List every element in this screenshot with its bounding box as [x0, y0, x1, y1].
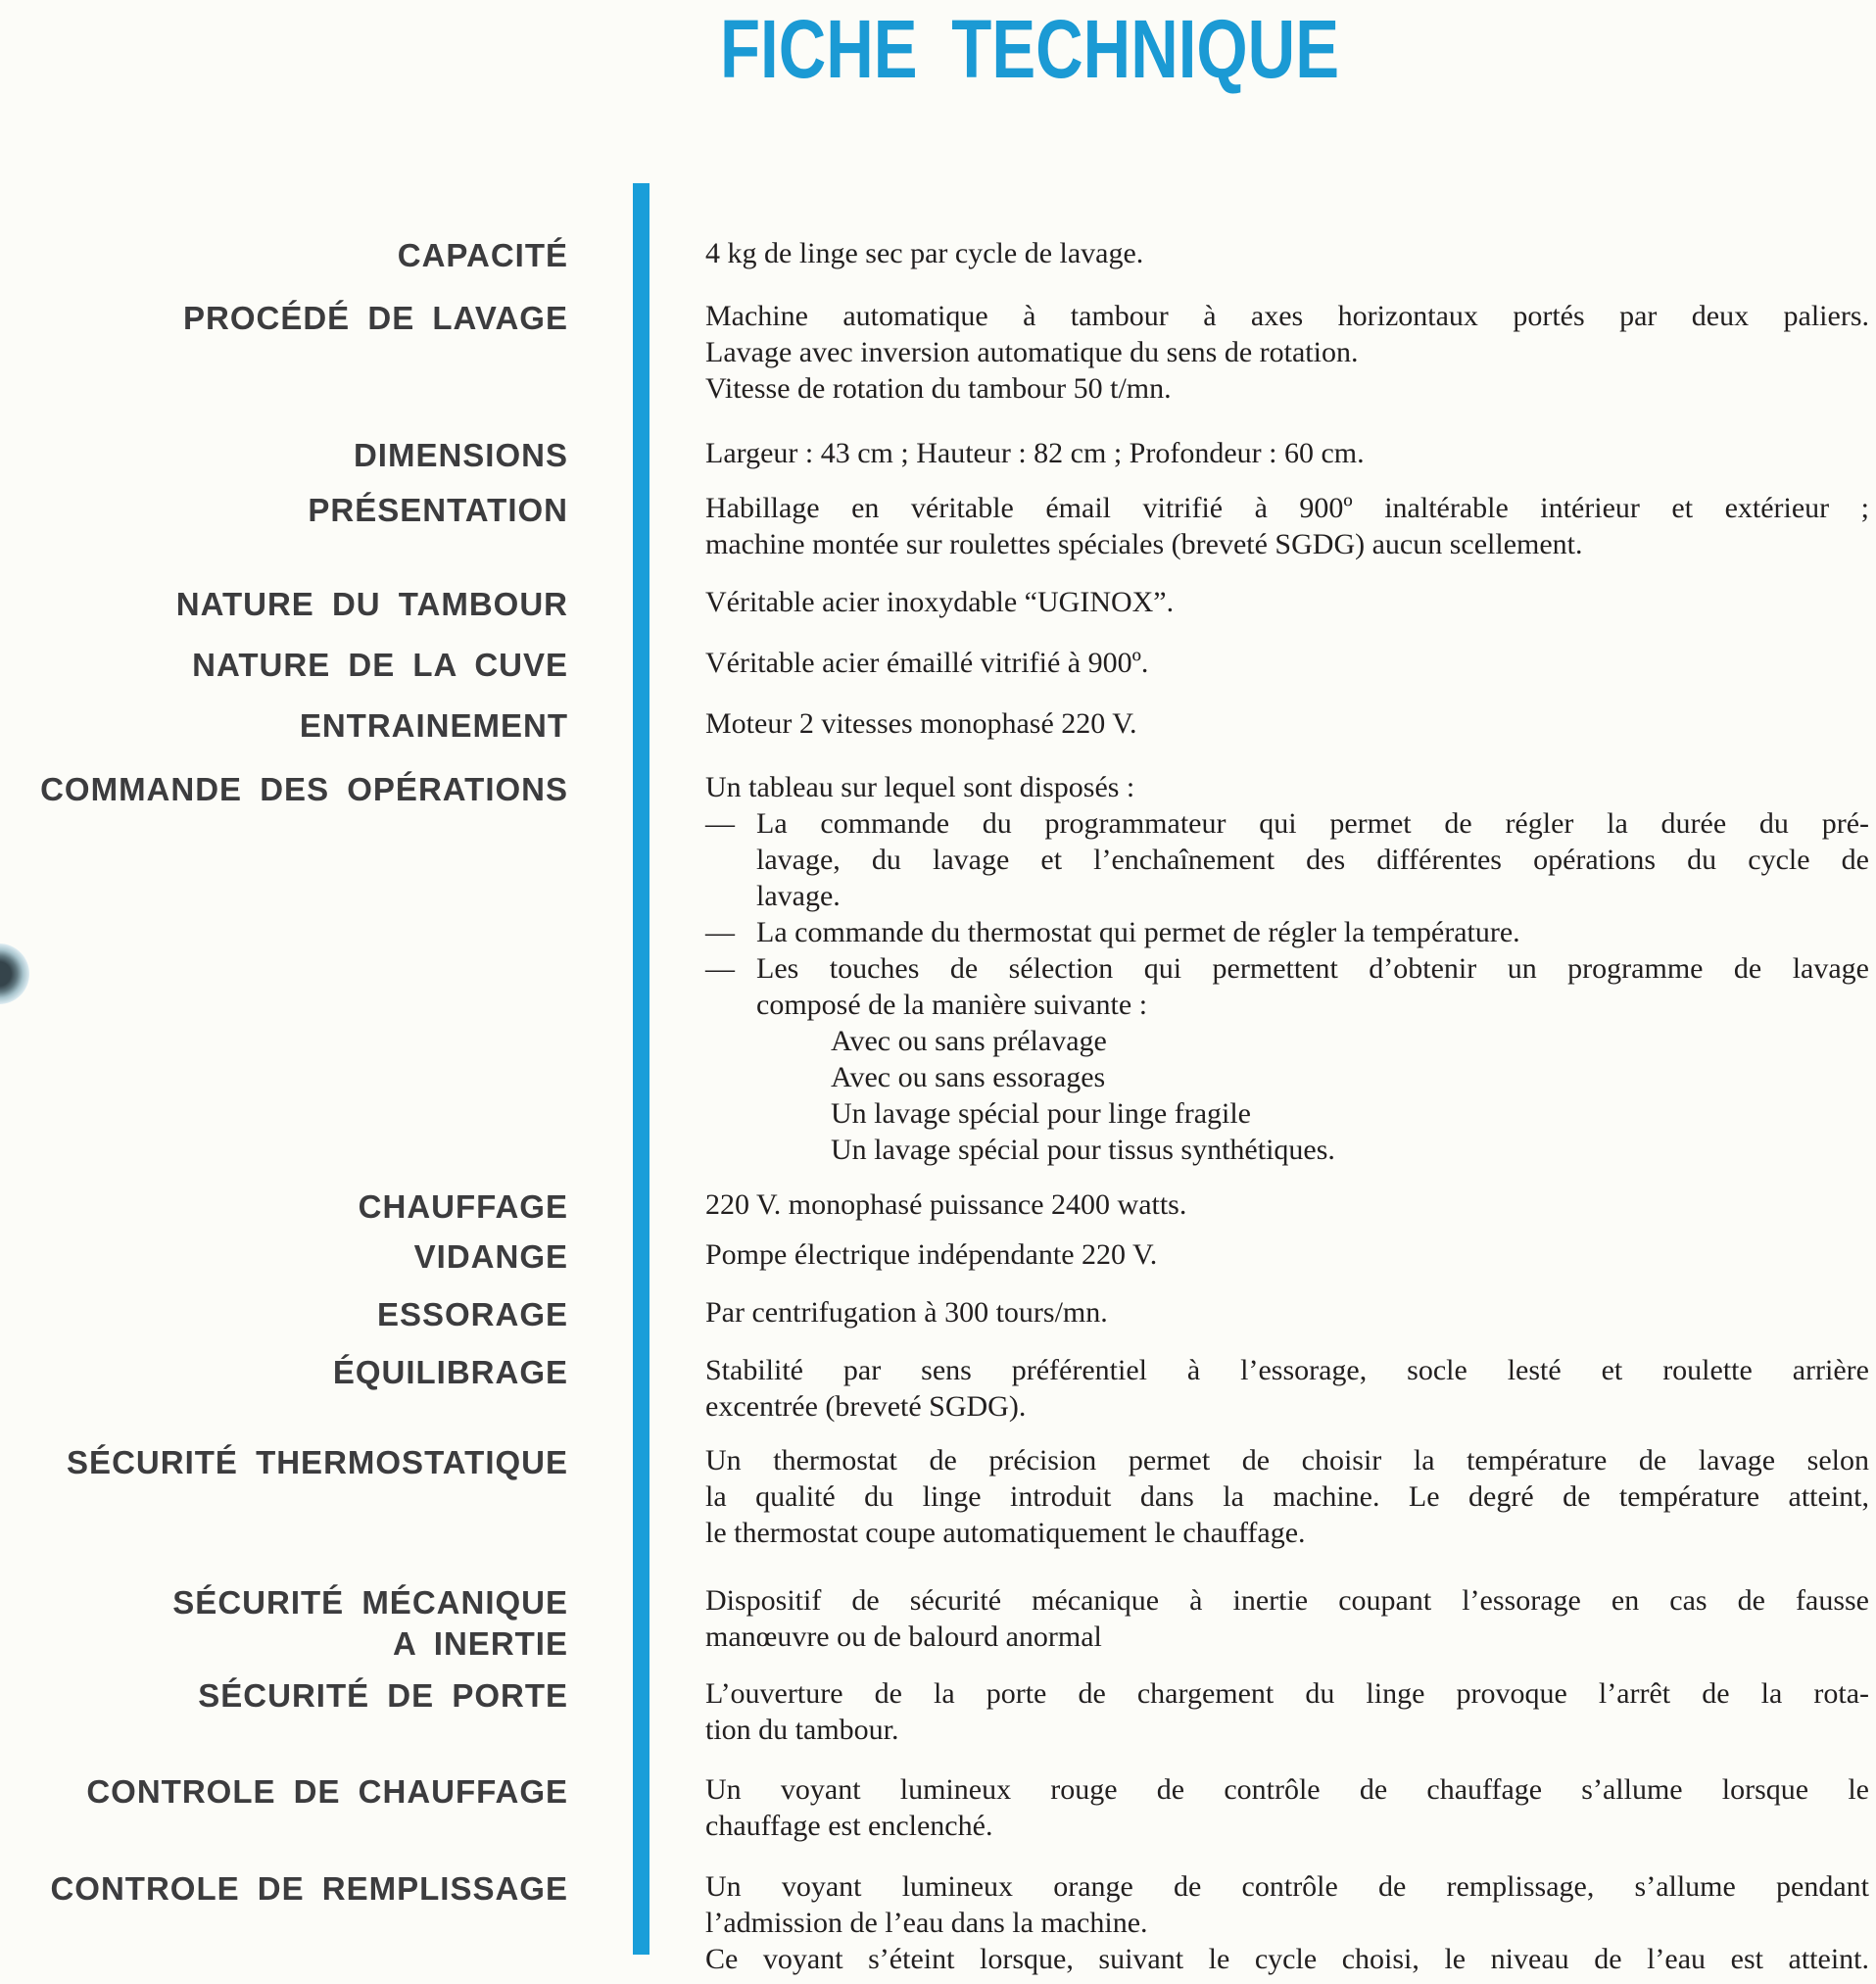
text-line: tion du tambour. — [705, 1714, 899, 1746]
text-line: Vitesse de rotation du tambour 50 t/mn. — [705, 372, 1172, 405]
bullet-item — [705, 950, 1869, 1023]
spec-label: COMMANDE DES OPÉRATIONS — [40, 771, 568, 807]
text-line: lavage. — [756, 880, 841, 912]
list-item: Avec ou sans essorages — [831, 1061, 1106, 1093]
text-line: Habillage en véritable émail vitrifié à 900º inaltérable intérieur et extérieur ; — [705, 492, 1869, 524]
spec-label: CONTROLE DE REMPLISSAGE — [50, 1870, 568, 1907]
spec-label: ÉQUILIBRAGE — [332, 1354, 568, 1390]
spec-label: CAPACITÉ — [397, 237, 568, 273]
spec-text — [705, 1582, 1869, 1655]
spec-text — [705, 1771, 1869, 1844]
list-item: Un lavage spécial pour tissus synthétiques. — [831, 1134, 1335, 1166]
text-line: Dispositif de sécurité mécanique à inertie coupant l’essorage en cas de fausse — [705, 1584, 1869, 1617]
dash-bullet: — — [705, 916, 735, 948]
text-line: La commande du programmateur qui permet de régler la durée du pré- — [756, 807, 1869, 840]
text-line: L’ouverture de la porte de chargement du linge provoque l’arrêt de la rota- — [705, 1677, 1869, 1710]
spec-text — [705, 1352, 1869, 1425]
text-line: machine montée sur roulettes spéciales (breveté SGDG) aucun scellement. — [705, 528, 1583, 560]
text-line: Véritable acier inoxydable “UGINOX”. — [705, 586, 1175, 618]
text-line: Les touches de sélection qui permettent d’obtenir un programme de lavage — [756, 952, 1869, 985]
text-line: l’admission de l’eau dans la machine. — [705, 1907, 1148, 1939]
spec-text — [705, 235, 1869, 271]
text-line: Un tableau sur lequel sont disposés : — [705, 771, 1135, 803]
spec-text — [705, 1442, 1869, 1551]
spec-label — [0, 1582, 568, 1665]
text-line: Par centrifugation à 300 tours/mn. — [705, 1296, 1108, 1329]
spec-text — [705, 1868, 1869, 1977]
text-line: excentrée (breveté SGDG). — [705, 1390, 1027, 1423]
text-line: Machine automatique à tambour à axes horizontaux portés par deux paliers. — [705, 300, 1869, 332]
spec-text — [705, 584, 1869, 620]
spec-label: NATURE DU TAMBOUR — [175, 586, 568, 622]
spec-text — [705, 645, 1869, 681]
text-line: La commande du thermostat qui permet de régler la température. — [756, 916, 1520, 948]
spec-label: CONTROLE DE CHAUFFAGE — [86, 1773, 568, 1810]
spec-text — [705, 1294, 1869, 1331]
list-item: Un lavage spécial pour linge fragile — [831, 1097, 1251, 1130]
list-item: Avec ou sans prélavage — [831, 1025, 1107, 1057]
spec-label: SÉCURITÉ DE PORTE — [198, 1677, 568, 1714]
spec-text — [705, 769, 1869, 1168]
text-line: le thermostat coupe automatiquement le chauffage. — [705, 1517, 1306, 1549]
page-title: FICHE TECHNIQUE — [720, 3, 1340, 95]
text-line: composé de la manière suivante : — [756, 989, 1148, 1021]
spec-label: CHAUFFAGE — [358, 1188, 568, 1225]
bullet-item — [705, 914, 1869, 950]
text-line: Ce voyant s’éteint lorsque, suivant le cycle choisi, le niveau de l’eau est atteint. — [705, 1943, 1869, 1975]
spec-text — [705, 1675, 1869, 1748]
spec-text — [705, 490, 1869, 562]
spec-label-line: SÉCURITÉ MÉCANIQUE — [172, 1584, 568, 1621]
spec-label: DIMENSIONS — [353, 437, 568, 473]
divider-bar — [633, 183, 649, 1955]
text-line: 220 V. monophasé puissance 2400 watts. — [705, 1188, 1187, 1221]
text-line: la qualité du linge introduit dans la machine. Le degré de température atteint, — [705, 1480, 1869, 1513]
spec-label: ESSORAGE — [376, 1296, 568, 1332]
spec-text — [705, 1186, 1869, 1223]
text-line: Moteur 2 vitesses monophasé 220 V. — [705, 707, 1137, 740]
hole-punch-mark — [0, 944, 29, 1004]
spec-label: ENTRAINEMENT — [299, 707, 568, 744]
spec-label: PRÉSENTATION — [308, 492, 568, 528]
dash-bullet: — — [705, 952, 735, 985]
text-line: Pompe électrique indépendante 220 V. — [705, 1238, 1158, 1271]
text-line: Un voyant lumineux rouge de contrôle de chauffage s’allume lorsque le — [705, 1773, 1869, 1806]
text-line: chauffage est enclenché. — [705, 1810, 993, 1842]
spec-text — [705, 705, 1869, 742]
text-line: Un voyant lumineux orange de contrôle de remplissage, s’allume pendant — [705, 1870, 1869, 1903]
spec-text — [705, 1236, 1869, 1273]
text-line: Stabilité par sens préférentiel à l’essorage, socle lesté et roulette arrière — [705, 1354, 1869, 1386]
text-line: Véritable acier émaillé vitrifié à 900º. — [705, 647, 1149, 679]
bullet-item — [705, 805, 1869, 914]
spec-label: NATURE DE LA CUVE — [192, 647, 568, 683]
spec-text — [705, 435, 1869, 471]
text-line: Largeur : 43 cm ; Hauteur : 82 cm ; Profondeur : 60 cm. — [705, 437, 1365, 469]
text-line: Lavage avec inversion automatique du sens de rotation. — [705, 336, 1359, 368]
text-line: 4 kg de linge sec par cycle de lavage. — [705, 237, 1144, 269]
spec-label: PROCÉDÉ DE LAVAGE — [183, 300, 568, 336]
text-line: Un thermostat de précision permet de choisir la température de lavage selon — [705, 1444, 1869, 1476]
spec-label: VIDANGE — [413, 1238, 568, 1275]
program-options-list — [831, 1023, 1869, 1168]
dash-bullet: — — [705, 807, 735, 840]
spec-label-line: A INERTIE — [393, 1625, 568, 1662]
text-line: lavage, du lavage et l’enchaînement des différentes opérations du cycle de — [756, 844, 1869, 876]
spec-text — [705, 298, 1869, 407]
spec-label: SÉCURITÉ THERMOSTATIQUE — [67, 1444, 568, 1480]
text-line: manœuvre ou de balourd anormal — [705, 1621, 1102, 1653]
